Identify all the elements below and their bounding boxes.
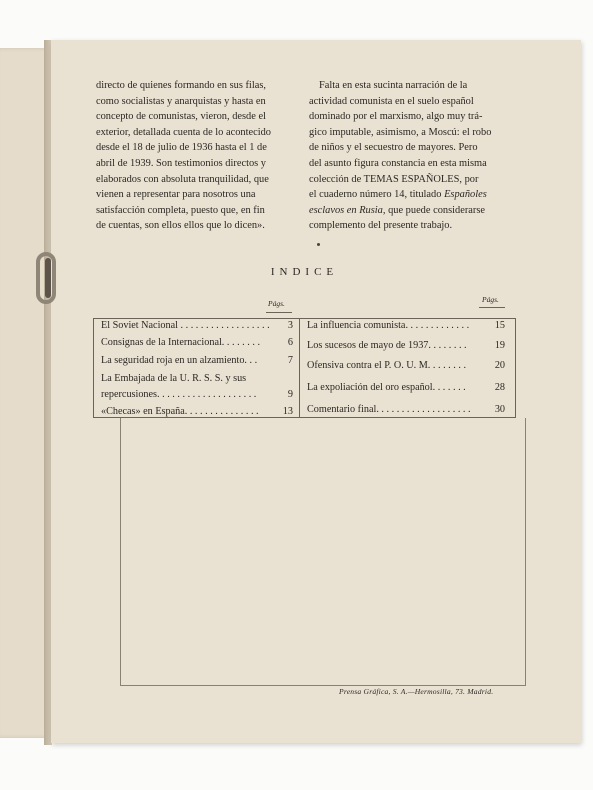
right-column-text (309, 78, 497, 234)
text-line: exterior, detallada cuenta de lo acontecido (96, 126, 271, 138)
text-line: colección de TEMAS ESPAÑOLES, por (309, 173, 479, 185)
text-line: elaborados con absoluta tranquilidad, que (96, 173, 269, 185)
text-line: de niños y el secuestro de mayores. Pero (309, 142, 478, 154)
page-frame (120, 418, 526, 686)
index-entry-page: 15 (494, 320, 505, 331)
text-fragment: el cuaderno número 14, titulado (309, 189, 442, 201)
text-line: Falta en esta sucinta narración de la (319, 80, 468, 91)
index-heading: INDICE (270, 266, 339, 278)
text-line: gico imputable, asimismo, a Moscú: el robo (309, 126, 492, 138)
index-entry-title: La expoliación del oro español. . . . . . . (307, 382, 466, 393)
text-line: satisfacción completa, puesto que, en fin (96, 204, 265, 216)
text-line: del asunto figura constancia en esta misma (309, 157, 487, 169)
text-line: abril de 1939. Son testimonios directos y (96, 157, 266, 169)
index-entry-title: Consignas de la Internacional. . . . . . . . (101, 337, 261, 348)
text-line: como socialistas y anarquistas y hasta en (96, 95, 266, 107)
index-entry-title: «Checas» en España. . . . . . . . . . . . . . . (101, 406, 259, 417)
index-entry-title: Comentario final. . . . . . . . . . . . . . . . . . . (307, 404, 471, 415)
index-column-divider (299, 318, 300, 418)
text-fragment: que puede considerarse (388, 204, 486, 216)
index-entry-page: 28 (494, 382, 505, 393)
text-line (309, 187, 497, 203)
index-entry-page: 30 (494, 404, 505, 415)
pags-rule-left (266, 312, 292, 313)
printer-imprint: Prensa Gráfica, S. A.—Hermosilla, 73. Madrid. (339, 687, 494, 696)
index-entry-page: 13 (282, 406, 293, 417)
staple-pin (45, 258, 51, 298)
text-line: dominado por el marxismo, algo muy trá- (309, 111, 483, 123)
index-entry-title: La seguridad roja en un alzamiento. . . (101, 355, 258, 366)
index-entry-page: 7 (287, 355, 293, 366)
index-entry-page: 3 (287, 320, 293, 331)
index-entry-title: Los sucesos de mayo de 1937. . . . . . . . (307, 340, 467, 351)
text-line (309, 203, 497, 219)
text-line: de cuentas, son ellos ellos que lo dicen». (96, 220, 265, 232)
text-line: vienen a representar para nosotros una (96, 189, 256, 201)
pags-label-right: Págs. (482, 295, 499, 304)
index-entry-title: La influencia comunista. . . . . . . . . . . . . (307, 320, 470, 331)
index-entry-page: 20 (494, 360, 505, 371)
index-entry-page: 9 (287, 389, 293, 400)
index-entry-title: repercusiones. . . . . . . . . . . . . . . . . . . . (101, 389, 257, 400)
text-line: complemento del presente trabajo. (309, 220, 453, 232)
pags-label-left: Págs. (268, 299, 285, 308)
text-line: directo de quienes formando en sus filas, (96, 80, 266, 91)
index-entry-page: 6 (287, 337, 293, 348)
index-entry-page: 19 (494, 340, 505, 351)
text-line: desde el 18 de julio de 1936 hasta el 1 de (96, 142, 267, 154)
pags-rule-right (479, 307, 505, 308)
index-entry-title: Ofensiva contra el P. O. U. M. . . . . . . . (307, 360, 467, 371)
left-column-text (96, 78, 281, 234)
text-line: concepto de comunistas, vieron, desde el (96, 111, 266, 123)
book-title-italic: Españoles (444, 189, 487, 201)
ornament-dot (317, 243, 320, 246)
index-entry-title: La Embajada de la U. R. S. S. y sus (101, 373, 247, 384)
book-title-italic: esclavos en Rusia, (309, 204, 386, 216)
text-line: actividad comunista en el suelo español (309, 95, 474, 107)
index-entry-title: El Soviet Nacional . . . . . . . . . . . . . . . . . . (101, 320, 270, 331)
